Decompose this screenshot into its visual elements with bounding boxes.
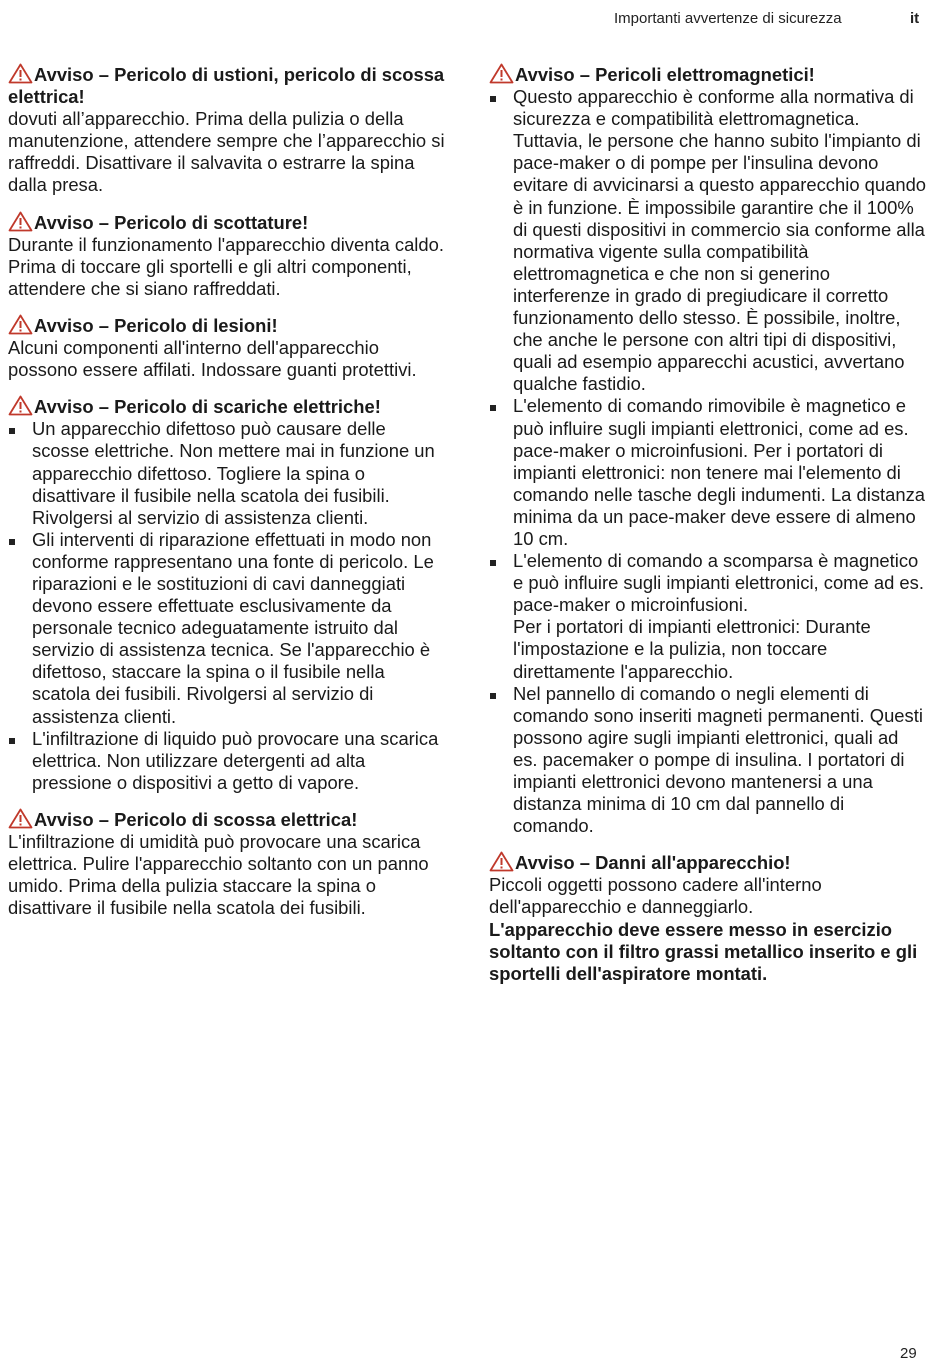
header-language-code: it <box>910 10 920 27</box>
warning-triangle-icon <box>489 851 514 872</box>
warning-section-electromagnetic <box>489 63 927 837</box>
warning-heading: Avviso – Pericolo di ustioni, pericolo di scossa elettrica! <box>8 64 445 108</box>
list-item <box>489 550 927 683</box>
warning-bold-paragraph: L'apparecchio deve essere messo in esercizio soltanto con il filtro grassi metallico inserito e gli sportelli dell'aspiratore montati. <box>489 918 918 984</box>
warning-heading: Avviso – Pericolo di scariche elettriche! <box>8 395 446 418</box>
warning-triangle-icon <box>489 63 514 84</box>
warning-paragraph: Durante il funzionamento l'apparecchio diventa caldo. Prima di toccare gli sportelli e gli altri componenti, attendere che si siano raffreddati. <box>8 233 444 299</box>
warning-section-electric-discharges <box>8 395 446 794</box>
list-item: Nel pannello di comando o negli elementi di comando sono inseriti magneti permanenti. Questi possono agire sugli impianti elettronici, quali ad es. pacemaker o pompe di insulina. I portatori di impianti elettronici devono mantenersi a una distanza minima di 10 cm dal pannello di comando. <box>489 683 927 838</box>
list-item-text: L'elemento di comando a scomparsa è magnetico e può influire sugli impianti elettronici, come ad es. pace-maker o microinfusioni. <box>513 550 924 616</box>
header-title: Importanti avvertenze di sicurezza <box>614 10 842 27</box>
warning-paragraph: Piccoli oggetti possono cadere all'interno dell'apparecchio e danneggiarlo. <box>489 874 822 918</box>
list-item-subparagraph: Per i portatori di impianti elettronici: Durante l'impostazione e la pulizia, non toccare direttamente l'apparecchio. <box>513 616 871 682</box>
warning-triangle-icon <box>8 314 33 335</box>
list-item: L'infiltrazione di liquido può provocare una scarica elettrica. Non utilizzare detergenti ad alta pressione o dispositivi a getto di vapore. <box>8 728 446 794</box>
warning-heading: Avviso – Pericolo di scossa elettrica! <box>8 808 446 831</box>
warning-heading: Avviso – Danni all'apparecchio! <box>489 851 927 874</box>
list-item: Un apparecchio difettoso può causare delle scosse elettriche. Non mettere mai in funzione un apparecchio difettoso. Togliere la spina o disattivare il fusibile nella scatola dei fusibili. Rivolgersi al servizio di assistenza clienti. <box>8 418 446 528</box>
list-item: Questo apparecchio è conforme alla normativa di sicurezza e compatibilità elettromagnetica. Tuttavia, le persone che hanno subito l'impianto di pace-maker o di pompe per l'insulina devono evitare di avvicinarsi a questo apparecchio quando è in funzione. È impossibile garantire che il 100% di questi dispositivi in commercio sia conforme alla normativa vigente sulla compatibilità elettromagnetica e che non si generino interferenze in grado di pregiudicare il corretto funzionamento dello stesso. È possibile, inoltre, che anche le persone con altri tipi di dispositivi, quali ad esempio apparecchi acustici, avvertano qualche fastidio. <box>489 86 927 395</box>
list-item: Gli interventi di riparazione effettuati in modo non conforme rappresentano una fonte di pericolo. Le riparazioni e le sostituzioni di cavi danneggiati devono essere effettuate esclusivamente da personale tecnico adeguatamente istruito dal servizio di assistenza tecnica. Se l'apparecchio è difettoso, staccare la spina o il fusibile nella scatola dei fusibili. Rivolgersi al servizio di assistenza clienti. <box>8 529 446 728</box>
warning-section-appliance-damage <box>489 851 927 985</box>
warning-section-electric-shock <box>8 808 446 919</box>
page-number: 29 <box>900 1345 917 1362</box>
warning-heading: Avviso – Pericolo di scottature! <box>8 211 446 234</box>
bullet-list <box>489 86 927 837</box>
warning-section-burns-electric <box>8 63 446 197</box>
warning-section-injuries <box>8 314 446 381</box>
warning-heading: Avviso – Pericolo di lesioni! <box>8 314 446 337</box>
list-item: L'elemento di comando rimovibile è magnetico e può influire sugli impianti elettronici, come ad es. pace-maker o microinfusioni. Per i portatori di impianti elettronici: non tenere mai l'elemento di comando nelle tasche degli indumenti. La distanza minima da un pace-maker deve essere di almeno 10 cm. <box>489 395 927 550</box>
right-column <box>489 63 927 999</box>
warning-triangle-icon <box>8 808 33 829</box>
left-column <box>8 63 446 933</box>
warning-paragraph: Alcuni componenti all'interno dell'apparecchio possono essere affilati. Indossare guanti protettivi. <box>8 337 417 381</box>
warning-paragraph: L'infiltrazione di umidità può provocare una scarica elettrica. Pulire l'apparecchio soltanto con un panno umido. Prima della pulizia staccare la spina o disattivare il fusibile nella scatola dei fusibili. <box>8 831 429 919</box>
warning-heading: Avviso – Pericoli elettromagnetici! <box>489 63 927 86</box>
bullet-list <box>8 418 446 794</box>
warning-section-scalds <box>8 211 446 300</box>
warning-triangle-icon <box>8 63 33 84</box>
warning-paragraph: dovuti all’apparecchio. Prima della pulizia o della manutenzione, attendere sempre che l’apparecchio si raffreddi. Disattivare il salvavita o estrarre la spina dalla presa. <box>8 108 445 196</box>
warning-triangle-icon <box>8 211 33 232</box>
warning-triangle-icon <box>8 395 33 416</box>
